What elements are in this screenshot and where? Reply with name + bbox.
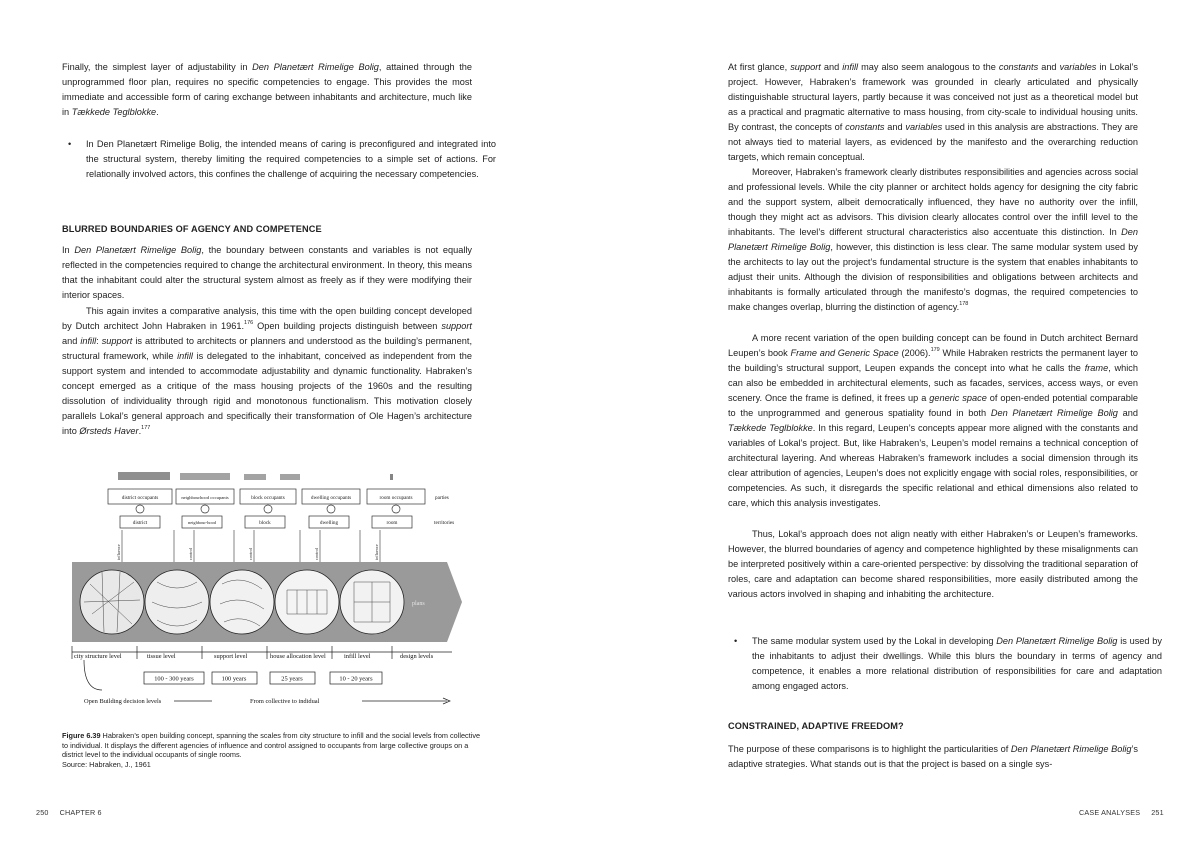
decision-levels-label: Open Building decision levels — [84, 698, 162, 705]
occupant-label: block occupants — [251, 495, 285, 501]
duration-label: 100 - 300 years — [154, 675, 194, 683]
right-page — [600, 0, 1200, 849]
territory-label: neighbour-hood — [188, 520, 216, 525]
plans-label: plans — [412, 601, 425, 607]
level-label: design levels — [400, 653, 434, 660]
influence-label: influence — [374, 544, 379, 560]
control-label: control — [314, 548, 319, 560]
right-bullet-1: • The same modular system used by the Lokal in developing Den Planetært Rimelige Bolig is used by the inhabitants to adjust their dwellings. While this blurs the boundary in terms of agency and competence, it enables a more relational distribution of responsibilities for care and adaptation among engaged actors. — [734, 636, 1162, 691]
right-paragraph-2: Moreover, Habraken’s framework clearly distributes responsibilities and agencies across social and professional levels. While the city planner or architect holds agency for designing the city fabric and the support system, albeit democratically influenced, they have no authority over the infill, though they might act as advisors. This division clearly allocates control over the infill level to the inhabitants. The level’s different structural characteristics also accentuate this distinction. In Den Planetært Rimelige Bolig, however, this distinction is less clear. The same modular system used by the architects to lay out the project’s fundamental structure is the system that enables inhabitants to adjust their units. Although the division of responsibilities and obligations between architects and inhabitants is formally articulated through the manifesto’s dogmas, the required competencies to make changes overlap, blurring the distinction of agency.$^{178}$ — [728, 167, 1139, 312]
levels-timeline — [72, 646, 452, 659]
control-label: control — [188, 548, 193, 560]
level-label: house allocation level — [270, 653, 326, 660]
figure-caption: Figure 6.39 Habraken’s open building concept, spanning the scales from city structure to infill and the social levels from collective to individual. It displays the different agencies of influence and control assigned to occupants from large collective groups on a district level to the individual occupants of single rooms. Source: Habraken, J., 1961 — [62, 731, 481, 769]
caption-label: Figure 6.39 — [62, 731, 101, 740]
chapter-label: CASE ANALYSES — [1079, 808, 1141, 817]
duration-label: 100 years — [221, 675, 247, 683]
control-label: control — [248, 548, 253, 560]
left-paragraph-3: This again invites a comparative analysis, this time with the open building concept developed by Dutch architect John Habraken in 1961.$^{176}$ Open building projects distinguish between support and infill: support is attributed to architects or planners and understood as the building’s permanent, structural framework, while infill is delegated to the inhabitant, conceived as independent from the support system and intended to accommodate adjustability and dynamic functionality. Habraken’s concept emerged as a critique of the mass housing projects of the 1960s and the resulting dissolution of individuality through rigid and monotonous functionalism. This motivation closely parallels Lokal’s general approach and specifically their transformation of Ole Hagen’s architecture into Ørsteds Haver.$^{177}$ — [62, 306, 473, 436]
right-footer — [1079, 808, 1164, 817]
right-paragraph-5: The purpose of these comparisons is to highlight the particularities of Den Planetært Rimelige Bolig’s adaptive strategies. What stands out is that the project is based on a single sys- — [728, 744, 1139, 769]
bullet-dot: • — [68, 139, 72, 149]
duration-label: 10 - 20 years — [339, 675, 373, 683]
level-label: city structure level — [74, 653, 122, 660]
caption-source: Source: Habraken, J., 1961 — [62, 759, 151, 769]
parties-label: parties — [435, 495, 449, 501]
occupant-label: neighbourhood occupants — [181, 495, 229, 500]
bullet-dot: • — [734, 636, 738, 646]
right-paragraph-1: At first glance, support and infill may also seem analogous to the constants and variables in Lokal’s project. However, Habraken’s framework was grounded in clearly articulated and physically distinguishable structural layers, partly because it was conceived not just as a theoretical model but as a practical and pragmatic alternative to mass housing, from city-scale to individual housing units. By contrast, the concepts of constants and variables used in this analysis are abstractions. They are not always tied to material layers, as evidenced by the manifesto and the overarching reduction targets, which remain conceptual. — [728, 62, 1139, 162]
page-number: 250 — [36, 808, 49, 817]
level-label: tissue level — [147, 653, 176, 660]
occupant-label: district occupants — [121, 495, 159, 501]
level-label: support level — [214, 653, 248, 660]
page-number: 251 — [1151, 808, 1164, 817]
occupant-label: dwelling occupants — [310, 495, 352, 501]
territory-label: room — [386, 520, 398, 526]
level-label: infill level — [344, 653, 371, 660]
territories-label: territories — [434, 520, 455, 526]
left-heading-blurred-boundaries: BLURRED BOUNDARIES OF AGENCY AND COMPETENCE — [62, 224, 322, 234]
right-heading-constrained-freedom: CONSTRAINED, ADAPTIVE FREEDOM? — [728, 721, 904, 731]
territory-label: district — [132, 520, 148, 526]
right-paragraph-3: A more recent variation of the open building concept can be found in Dutch architect Bernard Leupen’s book Frame and Generic Space (2006).$^{179}$ While Habraken restricts the permanent layer to the building’s structural support, Leupen expands the concept into what he calls the frame, which can also be embedded in architectural elements, such as facades, services, access ways, or even scenery. Once the frame is defined, it frees up a generic space of open-ended potential comparable to the unprogrammed and generous spatiality found in both Den Planetært Rimelige Bolig and Tækkede Teglblokke. In this regard, Leupen’s concepts appear more aligned with the constants and variables of Lokal’s project. But, like Habraken’s, Leupen’s model remains a technical conception of architectural layering. And whereas Habraken’s framework includes a social dimension through its clear attribution of agencies, Leupen’s does not explicitly engage with social roles, responsibilities, or competencies. As such, it disregards the specific relational and ethical dimensions also related to care, which this analysis investigates. — [728, 333, 1138, 508]
influence-label: influence — [116, 544, 121, 560]
collective-label: From collective to indidual — [250, 698, 320, 705]
territory-label: dwelling — [319, 520, 339, 526]
left-paragraph-2: In Den Planetært Rimelige Bolig, the boundary between constants and variables is not equally reflected in the competencies required to change the architectural environment. In theory, this means that the inhabitant could alter the structural system almost as freely as if they were modifying their interior spaces. — [62, 245, 472, 300]
right-paragraph-4: Thus, Lokal’s approach does not align neatly with either Habraken’s or Leupen’s frameworks. However, the blurred boundaries of agency and competence highlighted by these misalignments can be interpreted positively within a care-oriented perspective: by dissolving the traditional separation of roles, care and adaptation can become shared responsibilities, more easily distributed among the various actors involved in shaping and inhabiting the architecture. — [728, 529, 1138, 599]
habraken-open-building-diagram — [62, 464, 472, 714]
occupant-label: room occupants — [379, 495, 413, 501]
chapter-label: CHAPTER 6 — [59, 808, 102, 817]
link-circles — [136, 505, 400, 513]
level-labels — [74, 653, 434, 660]
territory-label: block — [259, 520, 271, 526]
occupant-figures — [118, 472, 393, 480]
left-footer — [36, 808, 102, 817]
left-paragraph-1: Finally, the simplest layer of adjustability in Den Planetært Rimelige Bolig, attained through the unprogrammed floor plan, requires no specific competencies to engage. This provides the most immediate and accessible form of caring exchange between inhabitants and architecture, much like in Tækkede Teglblokke. — [62, 62, 472, 117]
duration-label: 25 years — [281, 675, 303, 683]
left-bullet-1: • In Den Planetært Rimelige Bolig, the intended means of caring is preconfigured and integrated into the structural system, thereby limiting the required competencies to a simple set of actions. For relationally involved actors, this confines the challenge of acquiring the necessary competencies. — [68, 139, 496, 179]
